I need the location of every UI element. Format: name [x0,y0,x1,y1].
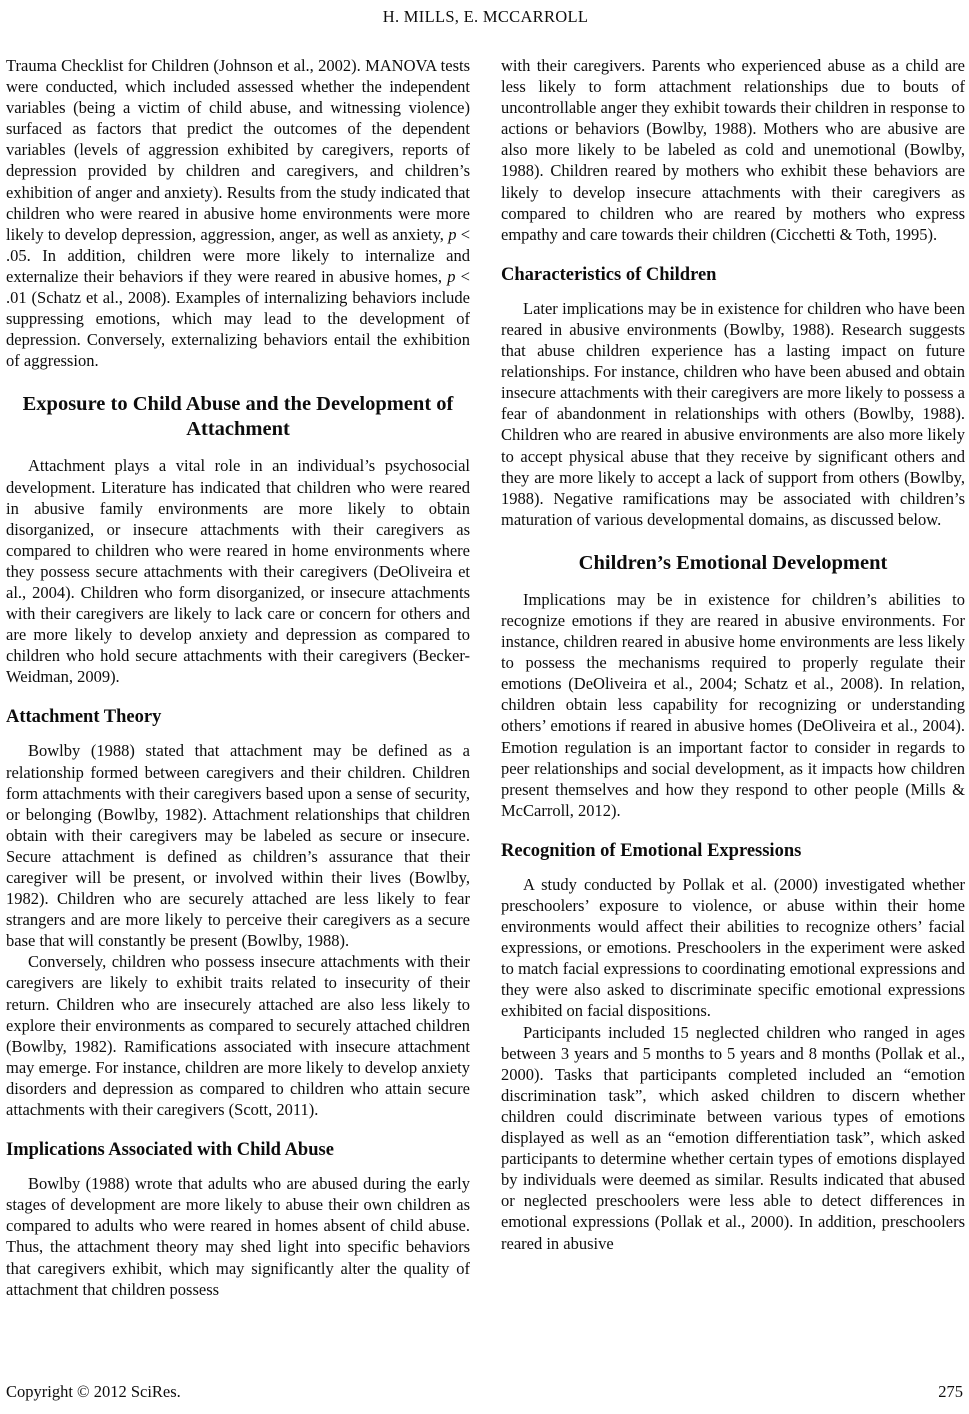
paragraph-with-their-caregivers: with their caregivers. Parents who experienced abuse as a child are less likely to form attachment relationships due to bouts of uncontrollable anger they exhibit towards their children in response to actions or behaviors (Bowlby, 1988). Mothers who are abusive are also more likely to be labeled as cold and unemotional (Bowlby, 1988). Children reared by mothers who exhibit these behaviors are likely to develop insecure attachments with their caregivers as compared to children who are reared by mothers who express empathy and care towards their children (Cicchetti & Toth, 1995). [501,56,965,244]
italic-p-symbol: p [448,224,457,244]
right-column [501,55,965,1300]
paragraph-trauma-checklist [6,55,470,371]
paragraph-text: Trauma Checklist for Children (Johnson et al., 2002). MANOVA tests were conducted, which included assessed whether the independent variables (being a victim of child abuse, and witnessing violence) surfaced as factors that predict the outcomes of the dependent variables (levels of aggression exhibited by caregivers, reports of depression provided by children and caregivers, and children’s exhibition of anger and anxiety). Results from the study indicated that children who were reared in abusive home environments were more likely to develop depression, aggression, anger, as well as anxiety, [6,56,470,244]
paragraph-later-implications: Later implications may be in existence for children who have been reared in abusive environments (Bowlby, 1988). Research suggests that abuse children experience has a lasting impact on future relationships. For instance, children who have been abused and obtain insecure attachments with their caregivers are more likely to possess a fear of abandonment in relationships with others (Bowlby, 1988). Children who are reared in abusive environments are also more likely to accept physical abuse that they receive by significant others and they are more likely to accept a lack of support from others (Bowlby, 1988). Negative ramifications may be associated with children’s maturation of various developmental domains, as discussed below. [501,298,965,529]
left-column [6,55,470,1300]
section-heading-exposure-to-child-abuse: Exposure to Child Abuse and the Development of Attachment [22,393,454,441]
page-footer [6,1382,963,1401]
running-head: H. MILLS, E. MCCARROLL [382,7,589,26]
two-column-content [6,55,965,1300]
paragraph-text: < .01 (Schatz et al., 2008). Examples of internalizing behaviors include suppressing emotions, which may lead to the development of depression. Conversely, externalizing behaviors entail the exhibition of aggression. [6,266,470,371]
subheading-attachment-theory: Attachment Theory [6,707,162,728]
paragraph-bowlby-wrote: Bowlby (1988) wrote that adults who are abused during the early stages of development are more likely to abuse their own children as compared to adults who were reared in homes absent of child abuse. Thus, the attachment theory may shed light into specific behaviors that caregivers exhibit, which may significantly alter the quality of attachment that children possess [6,1174,470,1299]
paragraph-bowlby-stated: Bowlby (1988) stated that attachment may be defined as a relationship formed between caregivers and their children. Children form attachments with their caregivers based upon a sense of security, or belonging (Bowlby, 1982). Attachment relationships that children obtain with their caregivers may be labeled as secure or insecure. Secure attachment is defined as children’s assurance that their caregiver will be present, or involved within their lives (Bowlby, 1982). Children who are securely attached are less likely to fear strangers and are more likely to perceive their caregivers as a secure base that will constantly be present (Bowlby, 1988). [6,741,470,951]
section-heading-childrens-emotional-development: Children’s Emotional Development [578,551,888,574]
subheading-implications-child-abuse: Implications Associated with Child Abuse [6,1140,334,1161]
page-number: 275 [938,1382,963,1401]
italic-p-symbol: p [447,266,456,286]
subheading-recognition-of-emotional-expressions: Recognition of Emotional Expressions [501,840,802,861]
paragraph-attachment-role: Attachment plays a vital role in an individual’s psychosocial development. Literature has indicated that children who were reared in abusive family environments are more likely to obtain disorganized, or insecure attachments with their caregivers as compared to children who were reared in home environments where they possess secure attachments with their caregivers (DeOliveira et al., 2004). Children who form disorganized, or insecure attachments with their caregivers are likely to lack care or concern for others and are more likely to develop anxiety and depression as compared to children who hold secure attachments with their caregivers (Becker-Weidman, 2009). [6,456,470,687]
paragraph-text: < .05. In addition, children were more likely to internalize and externalize their behaviors if they were reared in abusive homes, [6,224,470,286]
subheading-characteristics-of-children: Characteristics of Children [501,264,717,285]
paragraph-participants: Participants included 15 neglected children who ranged in ages between 3 years and 5 months to 5 years and 8 months (Pollak et al., 2000). Tasks that participants completed included an “emotion discrimination task”, which asked children to discern whether children could discriminate between various types of emotions displayed as well as an “emotion differentiation task”, which asked participants to determine whether certain types of emotions displayed by individuals were deemed as similar. Results indicated that abused or neglected preschoolers were less able to detect differences in emotional expressions (Pollak et al., 2000). In addition, preschoolers reared in abusive [501,1022,965,1253]
copyright-notice: Copyright © 2012 SciRes. [6,1382,181,1401]
paragraph-implications-emotion: Implications may be in existence for children’s abilities to recognize emotions if they are reared in abusive environments. For instance, children reared in abusive home environments are less likely to possess the mechanisms required to properly regulate their emotions (DeOliveira et al., 2004; Schatz et al., 2008). In relation, children obtain less capability for recognizing or understanding others’ emotions if reared in abusive homes (DeOliveira et al., 2004). Emotion regulation is an important factor to consider in regards to peer relationships and social development, as it impacts how children present themselves and how they respond to other people (Mills & McCarroll, 2012). [501,589,965,820]
paragraph-pollak-study: A study conducted by Pollak et al. (2000) investigated whether preschoolers’ exposure to violence, or abuse within their home environments would affect their abilities to recognize others’ facial expressions, or emotions. Preschoolers in the experiment were asked to match facial expressions to coordinating emotional expressions and they were also asked to discriminate specific emotional expressions exhibited on facial dispositions. [501,874,965,1021]
paragraph-conversely: Conversely, children who possess insecure attachments with their caregivers are likely to exhibit traits related to insecurity of their return. Children who are insecurely attached are also less likely to explore their environments as compared to securely attached children (Bowlby, 1982). Ramifications associated with insecure attachment may emerge. For instance, children are more likely to develop anxiety disorders and depression as compared to children who attain secure attachments with their caregivers (Scott, 2011). [6,952,470,1120]
